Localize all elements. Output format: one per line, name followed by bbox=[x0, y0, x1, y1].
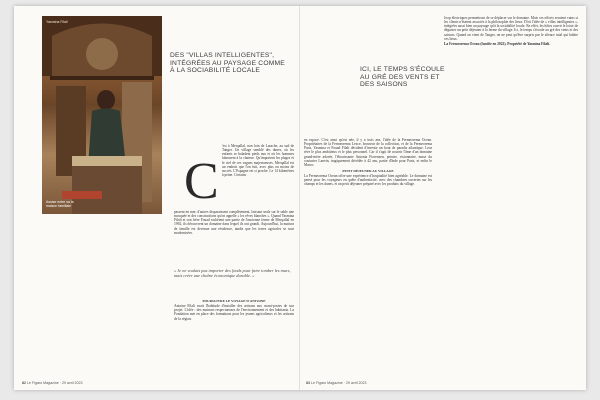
body-paragraph: Joop électriques permettront de se déplacer sur le domaine. Mais ces efforts seraient vains si les clients n'étaient associés à la philosophie des lieux. D'où l'idée de « villas intelligentes », intégrées aussi bien au paysage qu'à la sociabilité locale. En effet, les hôtes ouvrir le loisir de déguster un petit déjeuner à la ferme du village. Ici, le temps s'écoule au gré des vents et des saisons. Quand on vient de Tanger, on ne peut qu'être surpris par le silence total qui habite ces lieux. bbox=[444, 16, 578, 41]
body-paragraph: en espace. C'est ainsi qu'est née, il y a trois ans, l'idée de la Fermeorema Ocean. Propriétaires de la Fermeorema Lexce, brosseur de la collection, et de la Fermeorema Paris, Yasmina et Fouad Filali décident d'investir un bout de paradis atlantique. Leur rêve le plus ambitieux et le plus personnel. Car il s'agit de nourrir l'âme d'un domaine grand-mère adorée, l'ébouissante Antonia Fiorenzen, peintre, visionnaire, muse du couturier Lanvin, tragiquement décédée à 42 ans, partie d'Inde pour Paris, et enfin le Maroc. bbox=[304, 138, 432, 167]
body-column-1 bbox=[304, 138, 432, 366]
page-footer: 82 Le Figaro Magazine · 29 avril 2023 bbox=[22, 381, 83, 385]
photo-caption: Assise entre sa la maison familiale bbox=[46, 199, 74, 208]
body-paragraph: La Fermeorema Ocean offre une expérience d'hospitalité bien agréable. Le domaine est pensé pour les voyageurs en quête d'authenticité, avec des chambres ouvertes sur les champs et les dunes, et un petit déjeuner préparé avec les produits du village. bbox=[304, 173, 432, 187]
body-column-2 bbox=[444, 16, 578, 366]
headline: ICI, LE TEMPS S'ÉCOULE AU GRÉ DES VENTS ET DES SAISONS bbox=[360, 66, 445, 88]
right-page bbox=[300, 6, 586, 390]
photo-credit: Yasmina Filali bbox=[46, 20, 68, 24]
body-column-1 bbox=[222, 144, 294, 210]
body-paragraph: Antoine Filali avait l'habitude d'installer des artisans aux avant-postes de son projet. L'idée : des maisons respectueuses de l'environnement et des habitants. La Fondation met en place des formations pour les jeunes agriculteurs et les artisans de la région. bbox=[174, 304, 294, 321]
page-number: 83 bbox=[306, 381, 310, 385]
issue-date: 29 avril 2023 bbox=[345, 381, 367, 385]
magazine-spread bbox=[14, 6, 586, 390]
subheading: PETIT DÉJEUNER AU VILLAGE bbox=[342, 168, 394, 173]
subheading: POURSUIVRE LE VOYAGE D'ANTOINE bbox=[202, 299, 266, 303]
publication-name: Le Figaro Magazine bbox=[27, 381, 59, 385]
body-column-2 bbox=[174, 210, 294, 268]
body-paragraph: passent en mer, d'autres disparaissent complètement, laissant seuls sur le sable une mosquée et des constructions qu'on appelle « les rêves blanches ». Quand Yasmina Filali et son frère Fouad rachètent une partie de l'ancienne ferme de Merqallal en 1992, ils découvrent un domaine dans lequel ils ont grandi. Aujourd'hui, la maison de famille est devenue une résidence, tandis que les terres agricoles se sont modernisées. bbox=[174, 210, 294, 235]
page-footer: 83 Le Figaro Magazine · 29 avril 2023 bbox=[306, 381, 367, 385]
left-page bbox=[14, 6, 300, 390]
pull-quote: « Je ne voulais pas importer des fonds pour faire tomber les murs, mais créer une chaîne économique durable. » bbox=[174, 268, 291, 278]
body-paragraph: 'est à Merqallal, non loin de Larache, au sud de Tanger. Un village semblé des dunes, où les enfants se baladent pieds nus et où les hommes labourent à la charrue. Qu'importent les plages et le ciel de ces vagues majestueuses. Merqallal est un endroit que l'on fuit, avec plus ou moins de succès. L'Espagne est si proche. Le 14 kilomètres à peine. Certains bbox=[222, 144, 294, 178]
photo bbox=[42, 16, 162, 214]
headline: DES "VILLAS INTELLIGENTES", INTÉGRÉES AU PAYSAGE COMME À LA SOCIABILITÉ LOCALE bbox=[170, 52, 285, 74]
issue-date: 29 avril 2023 bbox=[61, 381, 83, 385]
page-number: 82 bbox=[22, 381, 26, 385]
body-column-3 bbox=[174, 298, 294, 362]
photo-illustration bbox=[42, 16, 162, 214]
drop-cap: C bbox=[184, 153, 219, 210]
publication-name: Le Figaro Magazine bbox=[311, 381, 343, 385]
info-note: La Fermeorema Ocean (fondée en 2022). Propriété de Yasmina Filali. bbox=[444, 42, 551, 47]
